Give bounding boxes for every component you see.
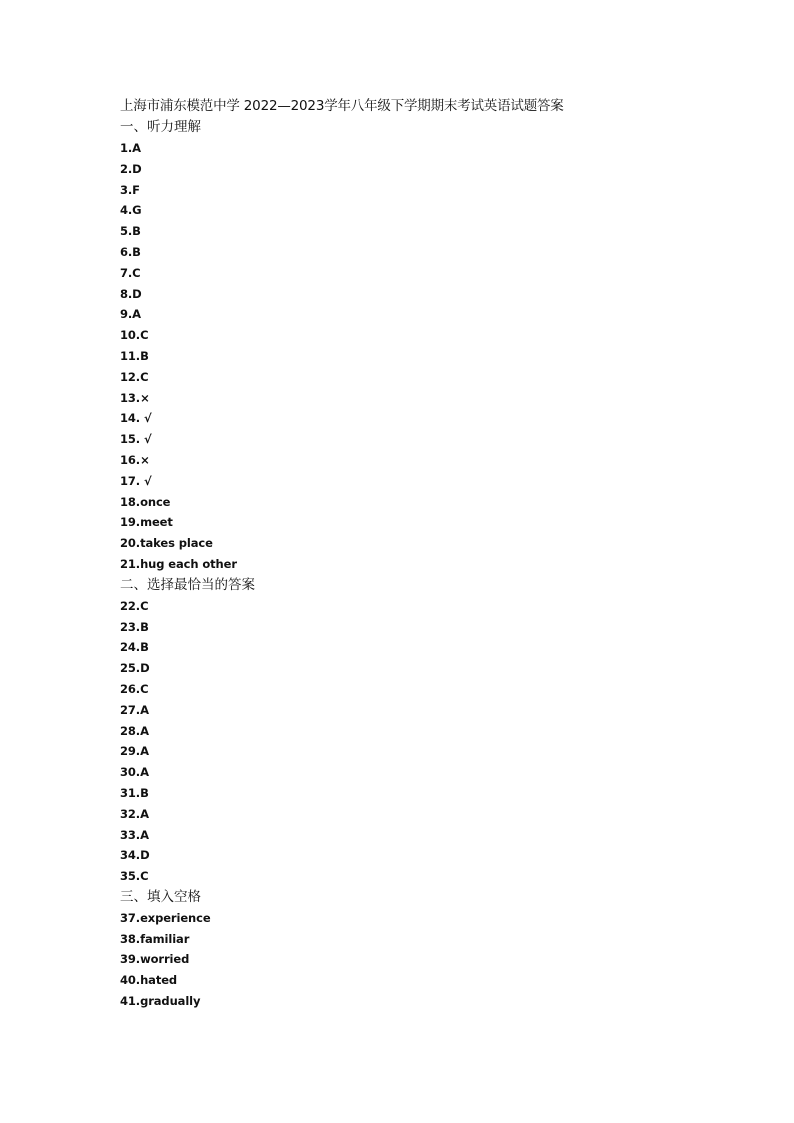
answer-item-8: 8.D — [120, 286, 142, 301]
answer-item-27: 27.A — [120, 702, 149, 717]
answer-item-11: 11.B — [120, 348, 149, 363]
answer-item-23: 23.B — [120, 619, 149, 634]
section-multiple-choice — [120, 575, 740, 887]
answer-item-5: 5.B — [120, 224, 141, 239]
answer-item-39: 39.worried — [120, 952, 190, 967]
answer-item-7: 7.C — [120, 265, 141, 280]
answer-item-12: 12.C — [120, 369, 149, 384]
answer-item-10: 10.C — [120, 328, 149, 343]
section-listening — [120, 117, 740, 575]
answer-item-28: 28.A — [120, 723, 149, 738]
answer-item-15: 15. √ — [120, 432, 152, 447]
answer-item-18: 18.once — [120, 494, 171, 509]
answer-item-25: 25.D — [120, 661, 150, 676]
section-fill-blanks — [120, 887, 740, 1012]
answer-item-40: 40.hated — [120, 973, 178, 988]
answer-item-19: 19.meet — [120, 515, 173, 530]
section-heading-multiple-choice: 二、选择最恰当的答案 — [120, 576, 255, 593]
answer-item-22: 22.C — [120, 598, 149, 613]
section-heading-listening: 一、听力理解 — [120, 119, 201, 135]
answer-item-26: 26.C — [120, 681, 149, 696]
answer-item-32: 32.A — [120, 806, 149, 821]
answer-item-13: 13.× — [120, 390, 150, 405]
answer-item-14: 14. √ — [120, 411, 152, 426]
answer-item-3: 3.F — [120, 182, 140, 197]
answer-item-29: 29.A — [120, 744, 149, 759]
answer-item-30: 30.A — [120, 765, 149, 780]
answer-item-20: 20.takes place — [120, 536, 213, 551]
answer-item-41: 41.gradually — [120, 994, 201, 1009]
answer-item-33: 33.A — [120, 827, 149, 842]
answer-item-35: 35.C — [120, 869, 149, 884]
answer-item-2: 2.D — [120, 161, 142, 176]
answer-item-6: 6.B — [120, 244, 141, 259]
answer-item-16: 16.× — [120, 452, 150, 467]
answer-item-34: 34.D — [120, 848, 150, 863]
answer-item-24: 24.B — [120, 640, 149, 655]
answer-item-4: 4.G — [120, 203, 142, 218]
answer-document — [120, 96, 740, 1012]
answer-item-1: 1.A — [120, 141, 141, 155]
section-heading-fill-blanks: 三、填入空格 — [120, 888, 201, 905]
answer-item-31: 31.B — [120, 785, 149, 800]
answer-item-17: 17. √ — [120, 473, 152, 488]
answer-item-38: 38.familiar — [120, 931, 190, 946]
answer-item-9: 9.A — [120, 307, 141, 322]
document-title: 上海市浦东模范中学 2022—2023学年八年级下学期期末考试英语试题答案 — [120, 98, 564, 114]
answer-item-21: 21.hug each other — [120, 556, 237, 571]
answer-item-37: 37.experience — [120, 910, 211, 925]
